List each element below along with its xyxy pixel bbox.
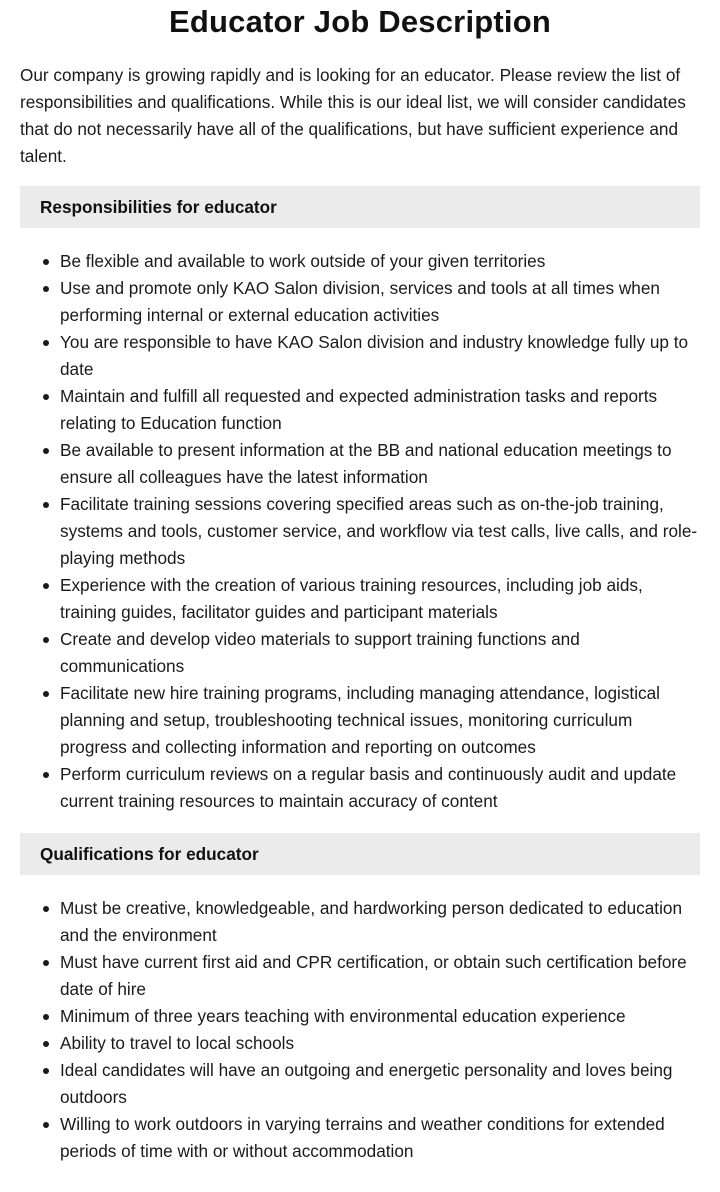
list-item: Create and develop video materials to support training functions and communications: [60, 626, 700, 680]
list-item: Willing to work outdoors in varying terrains and weather conditions for extended periods of time with or without accommodation: [60, 1111, 700, 1165]
list-item: Experience with the creation of various training resources, including job aids, training guides, facilitator guides and participant materials: [60, 572, 700, 626]
list-item: Use and promote only KAO Salon division, services and tools at all times when performing internal or external education activities: [60, 275, 700, 329]
list-item: Facilitate training sessions covering specified areas such as on-the-job training, systems and tools, customer service, and workflow via test calls, live calls, and role-playing methods: [60, 491, 700, 572]
list-item: Minimum of three years teaching with environmental education experience: [60, 1003, 700, 1030]
responsibilities-list: [20, 248, 700, 815]
list-item: Be available to present information at the BB and national education meetings to ensure all colleagues have the latest information: [60, 437, 700, 491]
intro-paragraph: Our company is growing rapidly and is looking for an educator. Please review the list of responsibilities and qualifications. While this is our ideal list, we will consider candidates that do not necessarily have all of the qualifications, but have sufficient experience and talent.: [20, 65, 686, 166]
list-item: Ability to travel to local schools: [60, 1030, 700, 1057]
list-item: Ideal candidates will have an outgoing and energetic personality and loves being outdoors: [60, 1057, 700, 1111]
list-item: Maintain and fulfill all requested and expected administration tasks and reports relating to Education function: [60, 383, 700, 437]
responsibilities-section: [20, 186, 700, 815]
qualifications-heading: Qualifications for educator: [20, 833, 700, 875]
list-item: Must be creative, knowledgeable, and hardworking person dedicated to education and the environment: [60, 895, 700, 949]
list-item: Perform curriculum reviews on a regular basis and continuously audit and update current training resources to maintain accuracy of content: [60, 761, 700, 815]
qualifications-section: [20, 833, 700, 1165]
page-title: Educator Job Description: [168, 4, 552, 39]
qualifications-list: [20, 895, 700, 1165]
list-item: Must have current first aid and CPR certification, or obtain such certification before date of hire: [60, 949, 700, 1003]
responsibilities-heading: Responsibilities for educator: [20, 186, 700, 228]
list-item: Be flexible and available to work outside of your given territories: [60, 248, 700, 275]
list-item: You are responsible to have KAO Salon division and industry knowledge fully up to date: [60, 329, 700, 383]
list-item: Facilitate new hire training programs, including managing attendance, logistical planning and setup, troubleshooting technical issues, monitoring curriculum progress and collecting information and reporting on outcomes: [60, 680, 700, 761]
